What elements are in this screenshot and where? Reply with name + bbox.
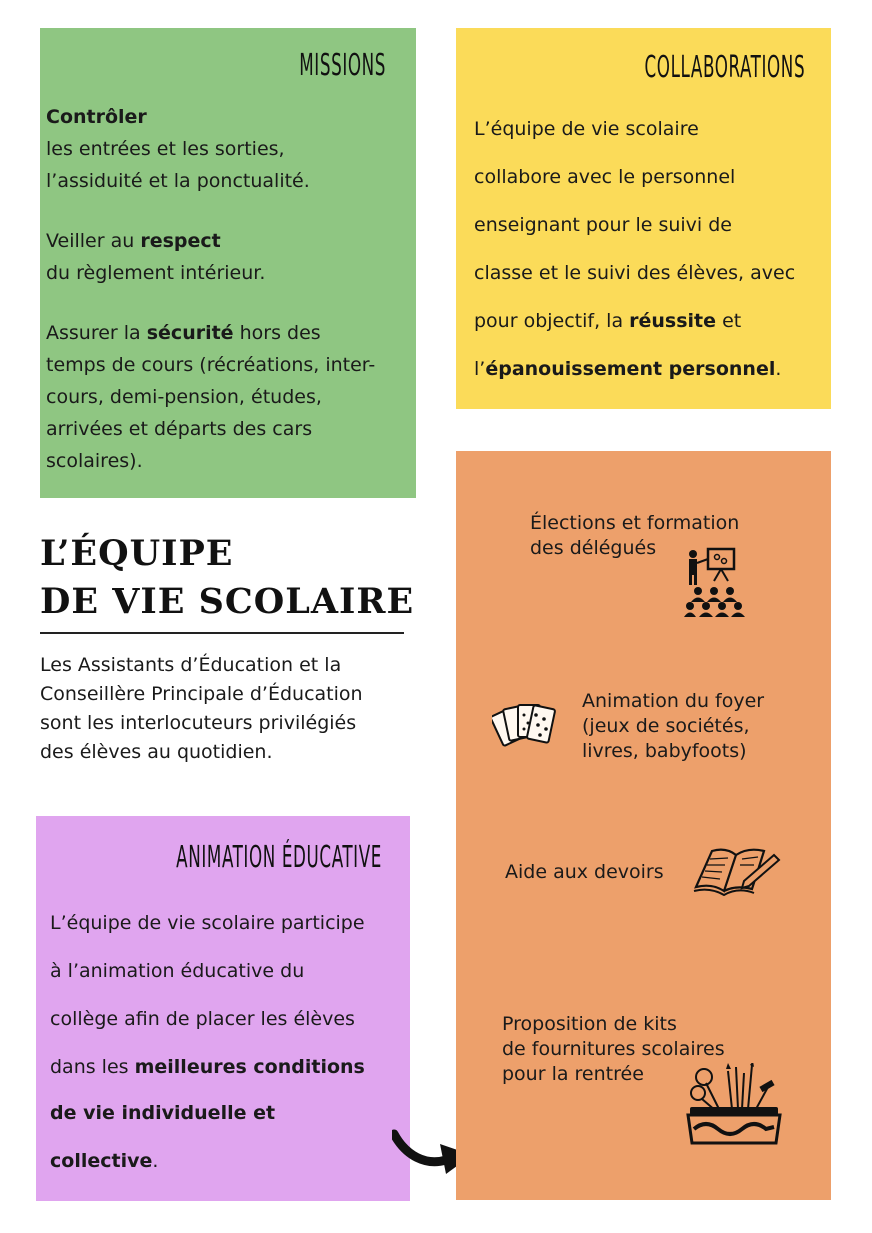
anim-line3: collège afin de placer les élèves [50, 1008, 355, 1030]
anim-line5: de vie individuelle et [50, 1102, 276, 1124]
foyer-line1: Animation du foyer [582, 690, 765, 712]
collaborations-card [456, 28, 831, 409]
missions-title: MISSIONS [299, 48, 386, 83]
anim-line2: à l’animation éducative du [50, 960, 305, 982]
collab-line1: L’équipe de vie scolaire [474, 118, 699, 140]
missions-p3-line2: temps de cours (récréations, inter- [46, 354, 376, 376]
anim-line1: L’équipe de vie scolaire participe [50, 912, 365, 934]
activities-card [456, 451, 831, 1200]
missions-p1-line2: les entrées et les sorties, [46, 138, 285, 160]
collab-line4: classe et le suivi des élèves, avec [474, 262, 796, 284]
collab-line6: l’épanouissement personnel. [474, 358, 782, 380]
intro-line3: sont les interlocuteurs privilégiés [40, 712, 357, 734]
playing-cards-icon [492, 699, 564, 755]
missions-p3-line4: arrivées et départs des cars [46, 418, 313, 440]
collab-line5: pour objectif, la réussite et [474, 310, 742, 332]
missions-p1-strong: Contrôler [46, 106, 147, 128]
intro-line4: des élèves au quotidien. [40, 741, 273, 763]
page-title [40, 530, 414, 626]
anim-line6: collective. [50, 1150, 159, 1172]
elections-line2: des délégués [530, 537, 657, 559]
intro-paragraph [40, 651, 363, 767]
page-title-line1: L’ÉQUIPE [40, 533, 234, 574]
intro-line1: Les Assistants d’Éducation et la [40, 654, 342, 676]
missions-p2-line1: Veiller au respect [46, 230, 221, 252]
missions-p3-line5: scolaires). [46, 450, 143, 472]
devoirs-label: Aide aux devoirs [505, 861, 664, 883]
missions-p1-line3: l’assiduité et la ponctualité. [46, 170, 310, 192]
pencil-case-supplies-icon [684, 1063, 784, 1145]
missions-p3-line3: cours, demi-pension, études, [46, 386, 322, 408]
intro-line2: Conseillère Principale d’Éducation [40, 683, 363, 705]
animation-educative-title: ANIMATION ÉDUCATIVE [176, 840, 382, 875]
presentation-audience-icon [684, 547, 766, 617]
collab-line2: collabore avec le personnel [474, 166, 736, 188]
animation-educative-card [36, 816, 410, 1201]
kits-line1: Proposition de kits [502, 1013, 677, 1035]
missions-card [40, 28, 416, 498]
missions-p2-line2: du règlement intérieur. [46, 262, 266, 284]
open-book-pencil-icon [692, 845, 782, 897]
missions-p3-line1: Assurer la sécurité hors des [46, 322, 321, 344]
anim-line4: dans les meilleures conditions [50, 1056, 365, 1078]
kits-line2: de fournitures scolaires [502, 1038, 725, 1060]
elections-line1: Élections et formation [530, 512, 740, 534]
title-divider [40, 632, 404, 634]
kits-line3: pour la rentrée [502, 1063, 644, 1085]
page-title-line2: DE VIE SCOLAIRE [40, 581, 415, 622]
foyer-line3: livres, babyfoots) [582, 740, 747, 762]
collab-line3: enseignant pour le suivi de [474, 214, 732, 236]
foyer-line2: (jeux de sociétés, [582, 715, 750, 737]
collaborations-title: COLLABORATIONS [644, 50, 805, 85]
